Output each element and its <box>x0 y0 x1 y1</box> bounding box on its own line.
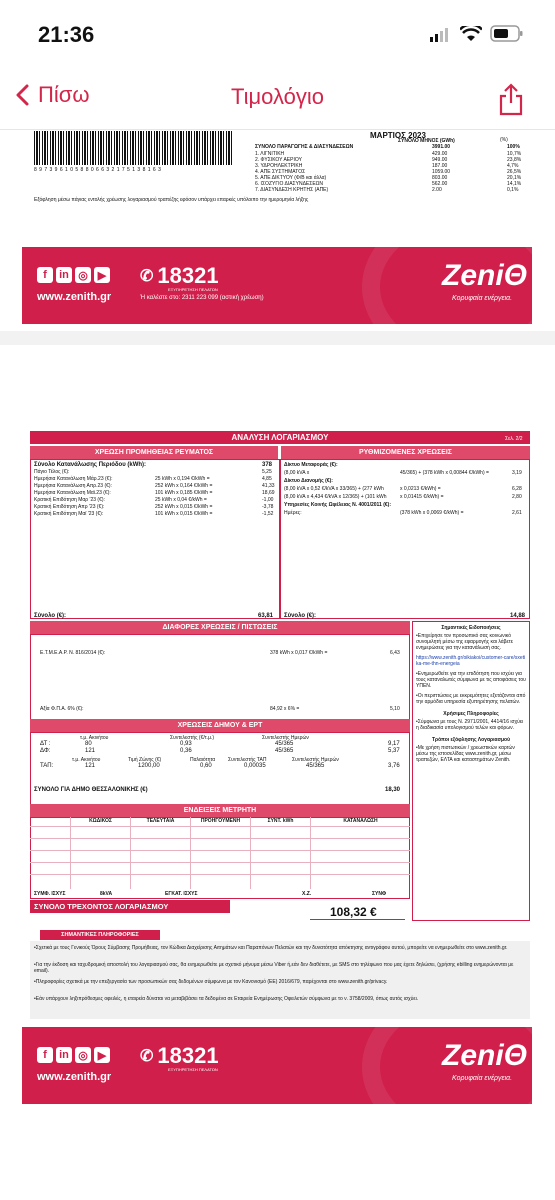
website-url-2: www.zenith.gr <box>37 1071 112 1083</box>
youtube-icon: ▶ <box>94 267 110 283</box>
supply-total-label: Σύνολο Κατανάλωσης Περιόδου (kWh): <box>34 462 147 468</box>
document-page-1 <box>0 131 555 331</box>
tap-days: 45/365 <box>306 763 325 769</box>
tap-value: 3,76 <box>388 763 400 769</box>
production-row-label: 4. ΑΠΕ ΣΥΣΤΗΜΑΤΟΣ <box>255 169 306 175</box>
tap-factor: 0,00035 <box>244 763 266 769</box>
notice-2: •Ενημερωθείτε για την επιδότηση που ισχύει για τους καταναλωτές σύμφωνα με τις αποφάσεις του ΥΠΕΝ. <box>416 671 526 689</box>
misc-box <box>30 634 410 720</box>
production-row-label: 3. ΥΔΡΟΗΛΕΚΤΡΙΚΗ <box>255 163 303 169</box>
municipal-row-days: 45/365 <box>275 741 294 747</box>
misc-section-header: ΔΙΑΦΟΡΕΣ ΧΡΕΩΣΕΙΣ / ΠΙΣΤΩΣΕΙΣ <box>30 621 410 634</box>
production-row-pct: 10,7% <box>507 151 522 157</box>
regulated-row-label: Υπηρεσίες Κοινής Ωφέλειας Ν. 4001/2011 (€): <box>284 502 391 508</box>
tap-head-days: Συντελεστής Ημερών <box>292 757 339 763</box>
regulated-row-label: Δίκτυο Διανομής (€): <box>284 478 333 484</box>
production-row-value: 1059.00 <box>432 169 451 175</box>
linkedin-icon: in <box>56 1047 72 1063</box>
phone-icon: ✆ <box>140 1048 154 1065</box>
meter-installed-label: ΕΓΚΑΤ. ΙΣΧΥΣ <box>165 891 198 897</box>
regulated-row-label: Ημέρες: <box>284 510 302 516</box>
supply-row-value: -1,52 <box>262 511 274 517</box>
meter-grid-col <box>70 817 71 889</box>
phone-digits-2: 18321 <box>157 1043 219 1068</box>
notices-title: Σημαντικές Ειδοποιήσεις <box>441 625 501 631</box>
signal-icon <box>430 28 450 42</box>
regulated-sum-value: 14,88 <box>510 613 526 619</box>
meter-col-header: ΚΩΔΙΚΟΣ <box>70 818 130 824</box>
production-row-label: 5. ΑΠΕ ΔΙΚΤΥΟΥ (Φ/Β και άλλα) <box>255 175 327 181</box>
meter-grid-col <box>310 817 311 889</box>
municipal-row-value: 5,37 <box>388 748 400 754</box>
production-row-pct: 23,8% <box>507 157 522 163</box>
supply-row-label: Κρατική Επιδότηση Μαϊ '23 (€): <box>34 511 104 517</box>
regulated-row-value: 6,28 <box>512 486 522 492</box>
supply-row-value: 5,25 <box>262 469 272 475</box>
share-icon <box>496 82 526 116</box>
instagram-icon: ◎ <box>75 1047 91 1063</box>
production-row-value: 187.00 <box>432 163 448 169</box>
instagram-icon: ◎ <box>75 267 91 283</box>
supply-row-value: -3,78 <box>262 504 274 510</box>
misc-row-calc: 378 kWh x 0,017 €/kWh = <box>270 650 328 656</box>
supply-row-value: -1,00 <box>262 497 274 503</box>
supply-row-label: Πάγιο Τέλος (€): <box>34 469 70 475</box>
meter-syn-label: ΣΥΝΦ <box>372 891 387 897</box>
production-row-pct: 26,5% <box>507 169 522 175</box>
meter-grid-col <box>190 817 191 889</box>
wifi-icon <box>460 26 482 42</box>
tap-head-area: τ.μ. Ακινήτου <box>72 757 101 763</box>
tap-label: ΤΑΠ: <box>40 763 54 769</box>
production-row-pct: 0,1% <box>507 187 519 193</box>
notices-box <box>412 621 530 921</box>
production-row-value: 2.00 <box>432 187 442 193</box>
production-row-value: 429.00 <box>432 151 448 157</box>
payment-note: Εξόφληση μέσω πάγιας εντολής χρέωσης λογαριασμού τραπέζης εφόσον υπάρχει επαρκές υπόλοιπο την ημερομηνία λήξης <box>34 197 309 203</box>
production-row-pct: 4,7% <box>507 163 519 169</box>
municipal-head-rate: Συντελεστής (€/τ.μ.) <box>170 735 215 741</box>
tap-head-age: Παλαιότητα <box>190 757 216 763</box>
linkedin-icon: in <box>56 267 72 283</box>
production-row-value: 949.00 <box>432 157 448 163</box>
municipal-row-rate: 0,93 <box>180 741 192 747</box>
phone-subtitle: ΕΞΥΠΗΡΕΤΗΣΗ ΠΕΛΑΤΩΝ <box>168 287 218 292</box>
barcode <box>34 131 234 165</box>
regulated-row-calc: x 0,01415 €/kWh) = <box>400 494 444 500</box>
phone-call-note: Ή καλέστε στο: 2311 223 099 (αστική χρέωση) <box>140 295 264 301</box>
youtube-icon: ▶ <box>94 1047 110 1063</box>
supply-row-label: Ημερήσια Κατανάλωση Απρ.23 (€): <box>34 483 112 489</box>
footer-banner <box>22 247 532 324</box>
facebook-icon: f <box>37 1047 53 1063</box>
supply-row-label: Κρατική Επιδότηση Μαρ '23 (€): <box>34 497 105 503</box>
production-row-label: 7. ΔΙΑΣΥΝΔΕΣΗ ΚΡΗΤΗΣ (ΑΠΕ) <box>255 187 329 193</box>
meter-grid-col <box>130 817 131 889</box>
battery-icon <box>490 25 524 43</box>
production-total-value: 3991.00 <box>432 144 451 150</box>
municipal-head-area: τ.μ. Ακινήτου <box>80 735 109 741</box>
phone-number-2 <box>140 1043 219 1069</box>
supply-row-label: Ημερήσια Κατανάλωση Μαϊ.23 (€): <box>34 490 111 496</box>
production-total-label: ΣΥΝΟΛΟ ΠΑΡΑΓΩΓΗΣ & ΔΙΑΣΥΝΔΕΣΕΩΝ <box>255 144 354 150</box>
status-bar <box>0 0 555 70</box>
municipal-row-label: ΔΦ: <box>40 748 51 754</box>
facebook-icon: f <box>37 267 53 283</box>
municipal-row-area: 80 <box>85 741 92 747</box>
document-page-2 <box>0 345 555 1170</box>
supply-sum-value: 63,81 <box>258 613 274 619</box>
regulated-row-value: 2,80 <box>512 494 522 500</box>
meter-grid-line <box>30 850 410 851</box>
page-title: Τιμολόγιο <box>230 84 325 109</box>
meter-grid-line <box>30 874 410 875</box>
monthly-col-header: ΣΥΝΟΛΟ ΜΗΝΟΣ (GWh) <box>398 138 455 144</box>
page-separator <box>0 331 555 345</box>
current-total-label: ΣΥΝΟΛΟ ΤΡΕΧΟΝΤΟΣ ΛΟΓΑΡΙΑΣΜΟΥ <box>30 900 230 913</box>
production-row-value: 562.00 <box>432 181 448 187</box>
social-links <box>37 267 110 283</box>
analysis-title: ΑΝΑΛΥΣΗ ΛΟΓΑΡΙΑΣΜΟΥ <box>30 431 530 444</box>
meter-power-value: 8kVA <box>100 891 113 897</box>
regulated-section-header: ΡΥΘΜΙΖΟΜΕΝΕΣ ΧΡΕΩΣΕΙΣ <box>281 446 530 459</box>
regulated-row-value: 3,19 <box>512 470 522 476</box>
page-number: Σελ. 2/2 <box>505 436 523 442</box>
meter-col-header: ΤΕΛΕΥΤΑΙΑ <box>130 818 190 824</box>
municipal-total-label: ΣΥΝΟΛΟ ΓΙΑ ΔΗΜΟ ΘΕΣΣΑΛΟΝΙΚΗΣ (€) <box>34 787 148 793</box>
production-row-pct: 14,1% <box>507 181 522 187</box>
useful-info-title: Χρήσιμες Πληροφορίες <box>443 711 499 717</box>
phone-number <box>140 263 219 289</box>
phone-subtitle-2: ΕΞΥΠΗΡΕΤΗΣΗ ΠΕΛΑΤΩΝ <box>168 1067 218 1072</box>
supply-section-header: ΧΡΕΩΣΗ ΠΡΟΜΗΘΕΙΑΣ ΡΕΥΜΑΤΟΣ <box>30 446 278 459</box>
tap-area: 121 <box>85 763 96 769</box>
municipal-row-label: ΔΤ : <box>40 741 51 747</box>
production-row-pct: 20,1% <box>507 175 522 181</box>
production-row-label: 1. ΛΙΓΝΙΤΙΚΗ <box>255 151 285 157</box>
production-row-label: 2. ΦΥΣΙΚΟΥ ΑΕΡΙΟΥ <box>255 157 302 163</box>
meter-grid-col <box>250 817 251 889</box>
supply-row-calc: 252 kWh x 0,015 €/kWh = <box>155 504 213 510</box>
month-label: ΜΑΡΤΙΟΣ 2023 <box>370 131 426 140</box>
notice-3: •Οι περιπτώσεις με εκκρεμότητες εξετάζονται από την αρμόδια υπηρεσία εξυπηρέτησης πελατών. <box>416 693 526 705</box>
regulated-row-label: Δίκτυο Μεταφοράς (€): <box>284 462 338 468</box>
back-label: Πίσω <box>38 82 90 107</box>
notice-link[interactable]: https://www.zenith.gr/oikiakoi/customer-care/sxetika-me-thn-energeia <box>416 655 526 667</box>
footer-banner-2 <box>22 1027 532 1104</box>
municipal-row-value: 9,17 <box>388 741 400 747</box>
supply-row-value: 18,69 <box>262 490 275 496</box>
slogan-2: Κορυφαία ενέργεια. <box>452 1075 513 1082</box>
total-underline <box>310 919 405 920</box>
notice-4: •Σύμφωνα με τους Ν. 2971/2001, 4414/16 ισχύει η διαδικασία υπολογισμού τελών και φόρων. <box>416 719 524 731</box>
barcode-digits: 8 9 7 3 9 6 1 0 5 8 8 0 6 6 3 2 1 7 5 1 3 8 1 6 3 <box>34 167 162 173</box>
pct-col-header: (%) <box>500 137 508 143</box>
meter-table <box>30 817 410 899</box>
municipal-head-days: Συντελεστής Ημερών <box>262 735 309 741</box>
regulated-row-label: (8,00 kVA x 4,434 €/kVA x 12/365) + (101 kWh <box>284 494 387 500</box>
tap-head-factor: Συντελεστής ΤΑΠ <box>228 757 267 763</box>
supply-row-calc: 101 kWh x 0,185 €/kWh = <box>155 490 213 496</box>
municipal-row-days: 45/365 <box>275 748 294 754</box>
share-button[interactable] <box>496 82 526 121</box>
regulated-sum-label: Σύνολο (€): <box>284 613 317 619</box>
production-row-value: 803.00 <box>432 175 448 181</box>
supply-row-value: 41,33 <box>262 483 275 489</box>
zenith-logo-2: ZeniΘ <box>442 1039 528 1072</box>
regulated-row-calc: (378 kWh x 0,0069 €/kWh) = <box>400 510 464 516</box>
supply-row-label: Κρατική Επιδότηση Απρ '23 (€): <box>34 504 105 510</box>
supply-row-calc: 252 kWh x 0,164 €/kWh = <box>155 483 213 489</box>
production-total-pct: 100% <box>507 144 520 150</box>
phone-digits: 18321 <box>157 263 219 288</box>
production-row-label: 6. ΙΣΟΖΥΓΙΟ ΔΙΑΣΥΝΔΕΣΕΩΝ <box>255 181 324 187</box>
meter-power-label: ΣΥΜΦ. ΙΣΧΥΣ <box>34 891 66 897</box>
important-info-line: •Πληροφορίες σχετικά με την επεξεργασία των προσωπικών σας δεδομένων σύμφωνα με τον Κανονισμό (ΕΕ) 2016/679, παρέχονται στο www.zenith.gr/privacy. <box>34 979 388 985</box>
phone-icon: ✆ <box>140 268 154 285</box>
important-info-line: •Σχετικά με τους Γενικούς Όρους Σύμβασης Προμήθειας, τον Κώδικα Διαχείρισης Αιτημάτων και Παραπόνων Πελατών και την δυνατότητα απόκτησης αντιγράφου αυτού, μπορείτε να ενημερωθείτε στο www.zenith.gr. <box>34 945 508 951</box>
current-total-value: 108,32 € <box>330 905 377 919</box>
municipal-row-rate: 0,36 <box>180 748 192 754</box>
meter-col-header: ΚΑΤΑΝΑΛΩΣΗ <box>310 818 410 824</box>
supply-row-calc: 25 kWh x 0,194 €/kWh = <box>155 476 210 482</box>
tap-zone: 1200,00 <box>138 763 160 769</box>
supply-row-calc: 101 kWh x 0,015 €/kWh = <box>155 511 213 517</box>
supply-row-value: 4,85 <box>262 476 272 482</box>
supply-total-value: 378 <box>262 462 273 468</box>
misc-row-calc: 84,92 x 6% = <box>270 706 300 712</box>
meter-col-header: ΣΥΝΤ. kWh <box>250 818 310 824</box>
supply-row-label: Ημερήσια Κατανάλωση Μάρ.23 (€): <box>34 476 113 482</box>
municipal-total-value: 18,30 <box>385 787 401 793</box>
meter-col-header: ΠΡΟΗΓΟΥΜΕΝΗ <box>190 818 250 824</box>
slogan: Κορυφαία ενέργεια. <box>452 295 513 302</box>
important-info-line: •Εάν υπάρχουν ληξιπρόθεσμες οφειλές, η εταιρεία δύναται να μεταβιβάσει τα δεδομένα σε Εταιρεία Ενημέρωσης Οφειλετών σύμφωνα με το ν. 3758/2009, όπως αυτός ισχύει. <box>34 996 419 1002</box>
tap-age: 0,60 <box>200 763 212 769</box>
important-info-line: •Για την έκδοση και ταχυδρομική αποστολή του λογαριασμού σας, θα ενημερωθείτε με σχετικό μήνυμα μέσω Viber ή,εάν δεν διαθέτετε, με SMS στο τηλέφωνο που μας έχετε δηλώσει, (χρήσης ebilling ενημερώνονται με email). <box>34 962 514 974</box>
status-time: 21:36 <box>38 22 95 47</box>
meter-grid-line <box>30 838 410 839</box>
supply-sum-label: Σύνολο (€): <box>34 613 67 619</box>
regulated-row-label: (8,00 kVA x 0,52 €/kVA x 33/365) + (277 kWh <box>284 486 384 492</box>
website-url: www.zenith.gr <box>37 291 112 303</box>
meter-section-header: ΕΝΔΕΙΞΕΙΣ ΜΕΤΡΗΤΗ <box>30 804 410 817</box>
municipal-section-header: ΧΡΕΩΣΕΙΣ ΔΗΜΟΥ & ΕΡΤ <box>30 719 410 732</box>
regulated-row-calc: 45/365) + (378 kWh x 0,00844 €/kWh) = <box>400 470 489 476</box>
misc-row-value: 6,43 <box>390 650 400 656</box>
supply-row-calc: 25 kWh x 0,04 €/kWh = <box>155 497 207 503</box>
misc-row-label: Αξία Φ.Π.Α. 6% (€): <box>40 706 84 712</box>
meter-grid-line <box>30 826 410 827</box>
navigation-bar <box>0 70 555 130</box>
misc-row-label: Ε.Τ.Μ.Ε.Α.Ρ. Ν. 816/2014 (€): <box>40 650 106 656</box>
important-info-header: ΣΗΜΑΝΤΙΚΕΣ ΠΛΗΡΟΦΟΡΙΕΣ <box>40 930 160 940</box>
meter-grid-line <box>30 862 410 863</box>
municipal-row-area: 121 <box>85 748 96 754</box>
notice-5: •Με χρήση πιστωτικών / χρεωστικών καρτών μέσω της ιστοσελίδας www.zenith.gr, μέσω τραπεζών, ΕΛΤΑ και καταστημάτων Zenith. <box>416 745 515 763</box>
zenith-logo: ZeniΘ <box>442 259 528 292</box>
regulated-row-label: (8,00 kVA x <box>284 470 310 476</box>
tap-head-zone: Τιμή Ζώνης (€) <box>128 757 162 763</box>
social-links-2 <box>37 1047 110 1063</box>
misc-row-value: 5,10 <box>390 706 400 712</box>
regulated-row-calc: x 0,0213 €/kWh) = <box>400 486 441 492</box>
payment-methods-title: Τρόποι εξόφλησης Λογαριασμού <box>431 737 511 743</box>
meter-xz-label: Χ.Ζ. <box>302 891 312 897</box>
regulated-row-value: 2,61 <box>512 510 522 516</box>
notice-1: •Επιχείρησε τον προσωπικό σας κοινωνικό συνομιλητή μέσω της εφαρμογής και λάβετε ενημερώσεις για την κατανάλωσή σας. <box>416 633 513 651</box>
